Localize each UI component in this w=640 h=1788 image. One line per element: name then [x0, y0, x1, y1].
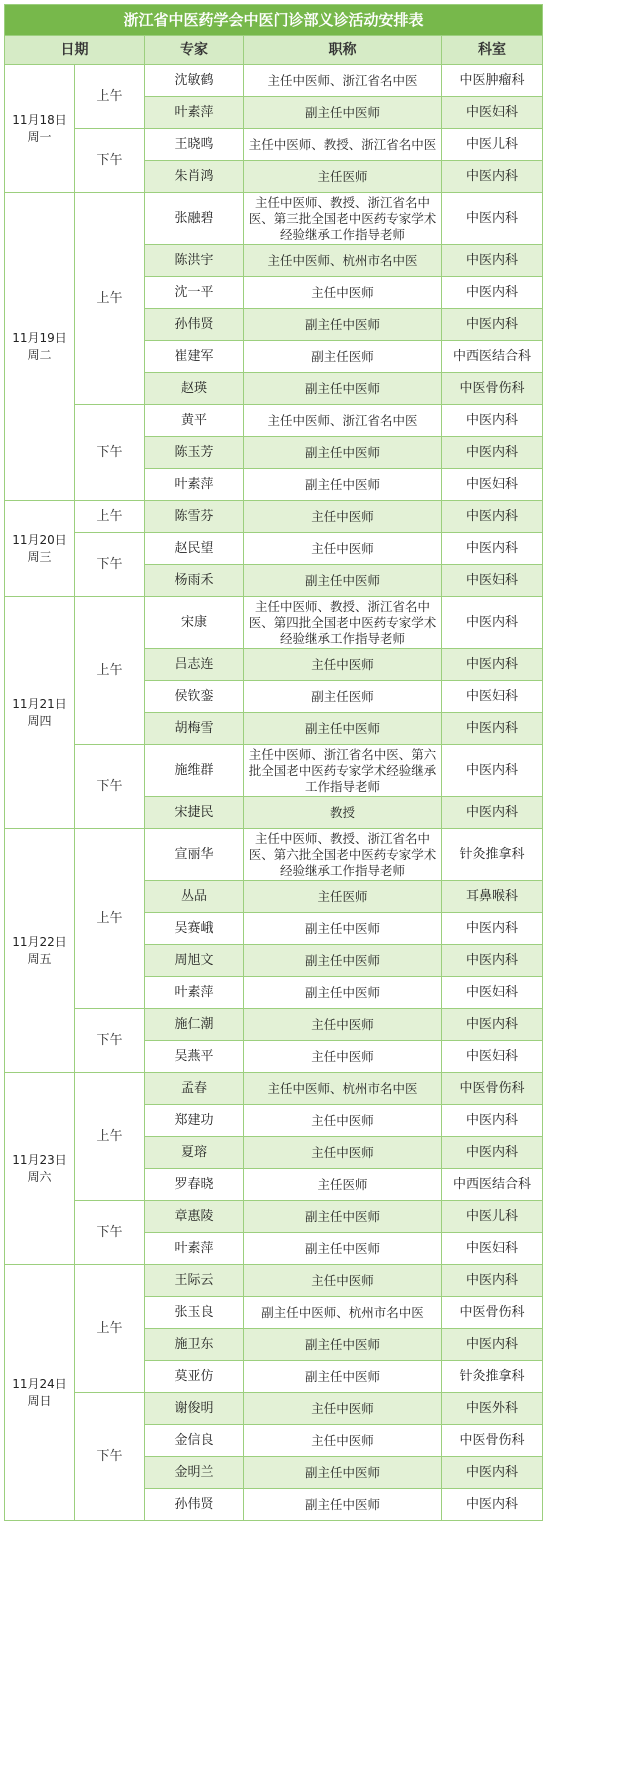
department: 中医内科 [442, 913, 543, 945]
expert-name: 谢俊明 [145, 1393, 244, 1425]
session-label: 上午 [75, 597, 145, 745]
department: 中医内科 [442, 533, 543, 565]
header-expert: 专家 [145, 36, 244, 65]
expert-name: 赵民望 [145, 533, 244, 565]
department: 中医骨伤科 [442, 1297, 543, 1329]
expert-name: 杨雨禾 [145, 565, 244, 597]
expert-title: 副主任中医师 [244, 1361, 442, 1393]
day-cell [5, 65, 75, 193]
table-row [5, 597, 543, 649]
expert-title: 主任中医师、杭州市名中医 [244, 1073, 442, 1105]
expert-name: 宣丽华 [145, 829, 244, 881]
day-date: 11月24日 [12, 1376, 67, 1391]
expert-name: 陈洪宇 [145, 245, 244, 277]
schedule-body [5, 65, 543, 1521]
department: 中医内科 [442, 597, 543, 649]
day-date: 11月23日 [12, 1152, 67, 1167]
expert-name: 黄平 [145, 405, 244, 437]
expert-name: 孙伟贤 [145, 309, 244, 341]
header-date: 日期 [5, 36, 145, 65]
header-dept: 科室 [442, 36, 543, 65]
expert-title: 主任中医师、教授、浙江省名中医 [244, 129, 442, 161]
day-weekday: 周四 [27, 713, 52, 728]
session-label: 上午 [75, 829, 145, 1009]
department: 中医内科 [442, 405, 543, 437]
expert-name: 赵瑛 [145, 373, 244, 405]
expert-name: 王晓鸣 [145, 129, 244, 161]
expert-name: 金明兰 [145, 1457, 244, 1489]
expert-title: 主任医师 [244, 161, 442, 193]
session-label: 上午 [75, 1265, 145, 1393]
department: 中医骨伤科 [442, 1425, 543, 1457]
department: 中医内科 [442, 1329, 543, 1361]
expert-title: 副主任中医师 [244, 977, 442, 1009]
department: 针灸推拿科 [442, 1361, 543, 1393]
department: 中医妇科 [442, 97, 543, 129]
day-weekday: 周五 [27, 951, 52, 966]
expert-title: 主任医师 [244, 881, 442, 913]
expert-name: 施卫东 [145, 1329, 244, 1361]
session-label: 下午 [75, 745, 145, 829]
department: 中医内科 [442, 437, 543, 469]
day-date: 11月21日 [12, 696, 67, 711]
department: 中医骨伤科 [442, 1073, 543, 1105]
expert-name: 张融碧 [145, 193, 244, 245]
expert-title: 主任中医师 [244, 1137, 442, 1169]
day-date: 11月20日 [12, 532, 67, 547]
expert-title: 主任中医师、教授、浙江省名中医、第三批全国老中医药专家学术经验继承工作指导老师 [244, 193, 442, 245]
expert-title: 主任中医师 [244, 649, 442, 681]
department: 中医内科 [442, 501, 543, 533]
department: 中医内科 [442, 745, 543, 797]
expert-title: 主任中医师 [244, 501, 442, 533]
department: 中医儿科 [442, 129, 543, 161]
department: 中医内科 [442, 1105, 543, 1137]
expert-name: 陈玉芳 [145, 437, 244, 469]
table-row [5, 65, 543, 97]
department: 中医内科 [442, 161, 543, 193]
day-weekday: 周三 [27, 549, 52, 564]
department: 中医内科 [442, 945, 543, 977]
table-row [5, 1009, 543, 1041]
department: 中医妇科 [442, 1041, 543, 1073]
table-row [5, 745, 543, 797]
department: 中医内科 [442, 713, 543, 745]
expert-title: 副主任中医师 [244, 1489, 442, 1521]
department: 中医内科 [442, 1009, 543, 1041]
expert-name: 莫亚仿 [145, 1361, 244, 1393]
department: 耳鼻喉科 [442, 881, 543, 913]
table-row [5, 1201, 543, 1233]
day-cell [5, 193, 75, 501]
expert-name: 夏瑢 [145, 1137, 244, 1169]
table-row [5, 829, 543, 881]
day-cell [5, 1073, 75, 1265]
table-row [5, 193, 543, 245]
department: 中西医结合科 [442, 1169, 543, 1201]
expert-title: 教授 [244, 797, 442, 829]
expert-name: 金信良 [145, 1425, 244, 1457]
session-label: 下午 [75, 1393, 145, 1521]
department: 中医内科 [442, 649, 543, 681]
expert-name: 陈雪芬 [145, 501, 244, 533]
department: 中医内科 [442, 193, 543, 245]
department: 中医妇科 [442, 681, 543, 713]
department: 中医内科 [442, 1489, 543, 1521]
department: 中医妇科 [442, 469, 543, 501]
header-title: 职称 [244, 36, 442, 65]
day-weekday: 周一 [27, 129, 52, 144]
expert-title: 副主任中医师 [244, 945, 442, 977]
expert-name: 施维群 [145, 745, 244, 797]
expert-name: 张玉良 [145, 1297, 244, 1329]
expert-name: 施仁潮 [145, 1009, 244, 1041]
expert-name: 孙伟贤 [145, 1489, 244, 1521]
expert-title: 副主任中医师 [244, 1457, 442, 1489]
expert-name: 叶素萍 [145, 1233, 244, 1265]
expert-name: 宋康 [145, 597, 244, 649]
department: 中医外科 [442, 1393, 543, 1425]
expert-name: 沈敏鹤 [145, 65, 244, 97]
day-date: 11月22日 [12, 934, 67, 949]
expert-title: 副主任中医师 [244, 373, 442, 405]
expert-name: 周旭文 [145, 945, 244, 977]
day-date: 11月18日 [12, 112, 67, 127]
expert-name: 叶素萍 [145, 977, 244, 1009]
day-cell [5, 501, 75, 597]
expert-title: 主任中医师 [244, 1265, 442, 1297]
expert-name: 郑建功 [145, 1105, 244, 1137]
expert-title: 主任中医师、浙江省名中医、第六批全国老中医药专家学术经验继承工作指导老师 [244, 745, 442, 797]
department: 中医内科 [442, 1265, 543, 1297]
expert-title: 主任中医师、教授、浙江省名中医、第四批全国老中医药专家学术经验继承工作指导老师 [244, 597, 442, 649]
session-label: 上午 [75, 501, 145, 533]
expert-name: 崔建军 [145, 341, 244, 373]
department: 中医内科 [442, 1137, 543, 1169]
expert-title: 主任中医师、浙江省名中医 [244, 405, 442, 437]
expert-title: 主任中医师 [244, 533, 442, 565]
expert-title: 副主任中医师 [244, 1329, 442, 1361]
expert-name: 吴燕平 [145, 1041, 244, 1073]
table-row [5, 1073, 543, 1105]
expert-title: 主任中医师 [244, 1105, 442, 1137]
schedule-sheet [4, 4, 542, 1521]
expert-name: 吕志连 [145, 649, 244, 681]
expert-name: 朱肖鸿 [145, 161, 244, 193]
expert-title: 副主任医师 [244, 341, 442, 373]
session-label: 上午 [75, 193, 145, 405]
expert-name: 章惠陵 [145, 1201, 244, 1233]
table-row [5, 1265, 543, 1297]
department: 中医儿科 [442, 1201, 543, 1233]
expert-title: 副主任中医师 [244, 97, 442, 129]
department: 中医内科 [442, 277, 543, 309]
session-label: 下午 [75, 1201, 145, 1265]
expert-name: 孟春 [145, 1073, 244, 1105]
expert-name: 侯钦銮 [145, 681, 244, 713]
table-row [5, 533, 543, 565]
expert-name: 宋捷民 [145, 797, 244, 829]
day-date: 11月19日 [12, 330, 67, 345]
table-title: 浙江省中医药学会中医门诊部义诊活动安排表 [5, 5, 543, 36]
department: 中医内科 [442, 309, 543, 341]
expert-name: 吴赛峨 [145, 913, 244, 945]
expert-title: 副主任中医师 [244, 1201, 442, 1233]
expert-title: 副主任医师 [244, 681, 442, 713]
expert-name: 叶素萍 [145, 97, 244, 129]
expert-title: 主任中医师 [244, 1393, 442, 1425]
schedule-table [4, 4, 543, 1521]
day-weekday: 周日 [27, 1393, 52, 1408]
department: 针灸推拿科 [442, 829, 543, 881]
expert-title: 主任中医师、杭州市名中医 [244, 245, 442, 277]
expert-title: 副主任中医师 [244, 437, 442, 469]
department: 中医妇科 [442, 565, 543, 597]
department: 中医骨伤科 [442, 373, 543, 405]
table-row [5, 405, 543, 437]
expert-name: 沈一平 [145, 277, 244, 309]
expert-title: 主任中医师、浙江省名中医 [244, 65, 442, 97]
day-cell [5, 597, 75, 829]
expert-title: 主任中医师 [244, 1041, 442, 1073]
expert-title: 副主任中医师 [244, 1233, 442, 1265]
session-label: 上午 [75, 65, 145, 129]
session-label: 下午 [75, 129, 145, 193]
expert-title: 副主任中医师 [244, 913, 442, 945]
expert-name: 胡梅雪 [145, 713, 244, 745]
expert-name: 罗春晓 [145, 1169, 244, 1201]
expert-title: 副主任中医师 [244, 713, 442, 745]
expert-title: 主任中医师、教授、浙江省名中医、第六批全国老中医药专家学术经验继承工作指导老师 [244, 829, 442, 881]
expert-title: 主任中医师 [244, 1425, 442, 1457]
department: 中医内科 [442, 1457, 543, 1489]
table-row [5, 501, 543, 533]
department: 中医内科 [442, 245, 543, 277]
department: 中医妇科 [442, 1233, 543, 1265]
day-cell [5, 1265, 75, 1521]
department: 中医肿瘤科 [442, 65, 543, 97]
table-row [5, 1393, 543, 1425]
expert-title: 主任医师 [244, 1169, 442, 1201]
department: 中医内科 [442, 797, 543, 829]
expert-title: 主任中医师 [244, 1009, 442, 1041]
expert-title: 副主任中医师、杭州市名中医 [244, 1297, 442, 1329]
day-weekday: 周六 [27, 1169, 52, 1184]
day-weekday: 周二 [27, 347, 52, 362]
expert-title: 副主任中医师 [244, 565, 442, 597]
day-cell [5, 829, 75, 1073]
session-label: 下午 [75, 533, 145, 597]
session-label: 下午 [75, 1009, 145, 1073]
session-label: 上午 [75, 1073, 145, 1201]
expert-title: 主任中医师 [244, 277, 442, 309]
expert-name: 王际云 [145, 1265, 244, 1297]
expert-name: 丛品 [145, 881, 244, 913]
table-row [5, 129, 543, 161]
expert-title: 副主任中医师 [244, 469, 442, 501]
department: 中西医结合科 [442, 341, 543, 373]
expert-title: 副主任中医师 [244, 309, 442, 341]
expert-name: 叶素萍 [145, 469, 244, 501]
session-label: 下午 [75, 405, 145, 501]
department: 中医妇科 [442, 977, 543, 1009]
